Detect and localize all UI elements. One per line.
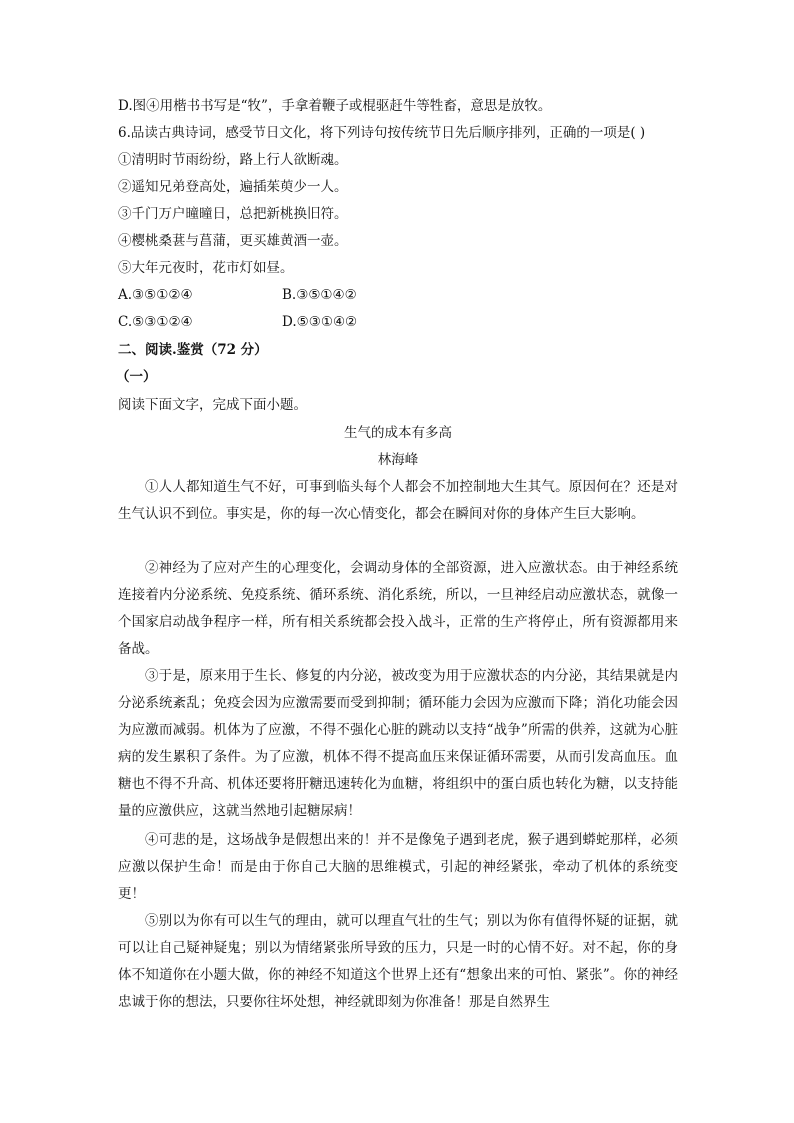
q6-option-c: C.⑤③①②④ [118, 314, 193, 330]
q6-line-2: ②遥知兄弟登高处，遍插茱萸少一人。 [118, 179, 348, 195]
article-paragraph-5: ⑤别以为你有可以生气的理由，就可以理直气壮的生气；别以为你有值得怀疑的证据，就可以让自己疑神疑鬼；别以为情绪紧张所导致的压力，只是一时的心情不好。对不起，你的身体不知道你在小题大做，你的神经不知道这个世界上还有“想象出来的可怕、紧张”。你的神经忠诚于你的想法，只要你往坏处想，神经就即刻为你准备！那是自然界生 [118, 913, 678, 1010]
article-author: 林海峰 [377, 452, 419, 468]
q6-stem: 6.品读古典诗词，感受节日文化，将下列诗句按传统节日先后顺序排列，正确的一项是( ) [118, 125, 646, 141]
q6-line-1: ①清明时节雨纷纷，路上行人欲断魂。 [118, 152, 348, 168]
section-sub: （一） [116, 369, 157, 385]
q6-line-4: ④樱桃桑葚与菖蒲，更买雄黄酒一壶。 [118, 233, 348, 249]
q6-option-b: B.③⑤①④② [282, 287, 357, 303]
q6-option-a: A.③⑤①②④ [118, 287, 193, 303]
q6-line-5: ⑤大年元夜时，花市灯如昼。 [118, 260, 294, 276]
article-paragraph-3: ③于是，原来用于生长、修复的内分泌，被改变为用于应激状态的内分泌，其结果就是内分泌系统紊乱；免疫会因为应激需要而受到抑制；循环能力会因为应激而下降；消化功能会因为应激而减弱。机体为了应激，不得不强化心脏的跳动以支持“战争”所需的供养，这就为心脏病的发生累积了条件。为了应激，机体不得不提高血压来保证循环需要，从而引发高血压。血糖也不得不升高、机体还要将肝糖迅速转化为血糖，将组织中的蛋白质也转化为糖，以支持能量的应激供应，这就当然地引起糖尿病！ [118, 668, 678, 819]
q6-option-d: D.⑤③①④② [282, 314, 358, 330]
q5-option-d: D.图④用楷书书写是“牧”，手拿着鞭子或棍驱赶牛等牲畜，意思是放牧。 [118, 98, 552, 114]
article-paragraph-4: ④可悲的是，这场战争是假想出来的！并不是像兔子遇到老虎，猴子遇到蟒蛇那样，必须应激以保护生命！而是由于你自己大脑的思维模式，引起的神经紧张，牵动了机体的系统变更！ [118, 832, 678, 902]
section-instruction: 阅读下面文字，完成下面小题。 [118, 397, 307, 413]
article-title: 生气的成本有多高 [344, 425, 452, 441]
q6-line-3: ③千门万户曈曈日，总把新桃换旧符。 [118, 206, 348, 222]
section-title: 二、阅读.鉴赏（72 分） [118, 342, 268, 358]
article-paragraph-1: ①人人都知道生气不好，可事到临头每个人都会不加控制地大生其气。原因何在？还是对生气认识不到位。事实是，你的每一次心情变化，都会在瞬间对你的身体产生巨大影响。 [118, 479, 678, 522]
article-paragraph-2: ②神经为了应对产生的心理变化，会调动身体的全部资源，进入应激状态。由于神经系统连接着内分泌系统、免疫系统、循环系统、消化系统，所以，一旦神经启动应激状态，就像一个国家启动战争程序一样，所有相关系统都会投入战斗，正常的生产将停止，所有资源都用来备战。 [118, 560, 678, 657]
